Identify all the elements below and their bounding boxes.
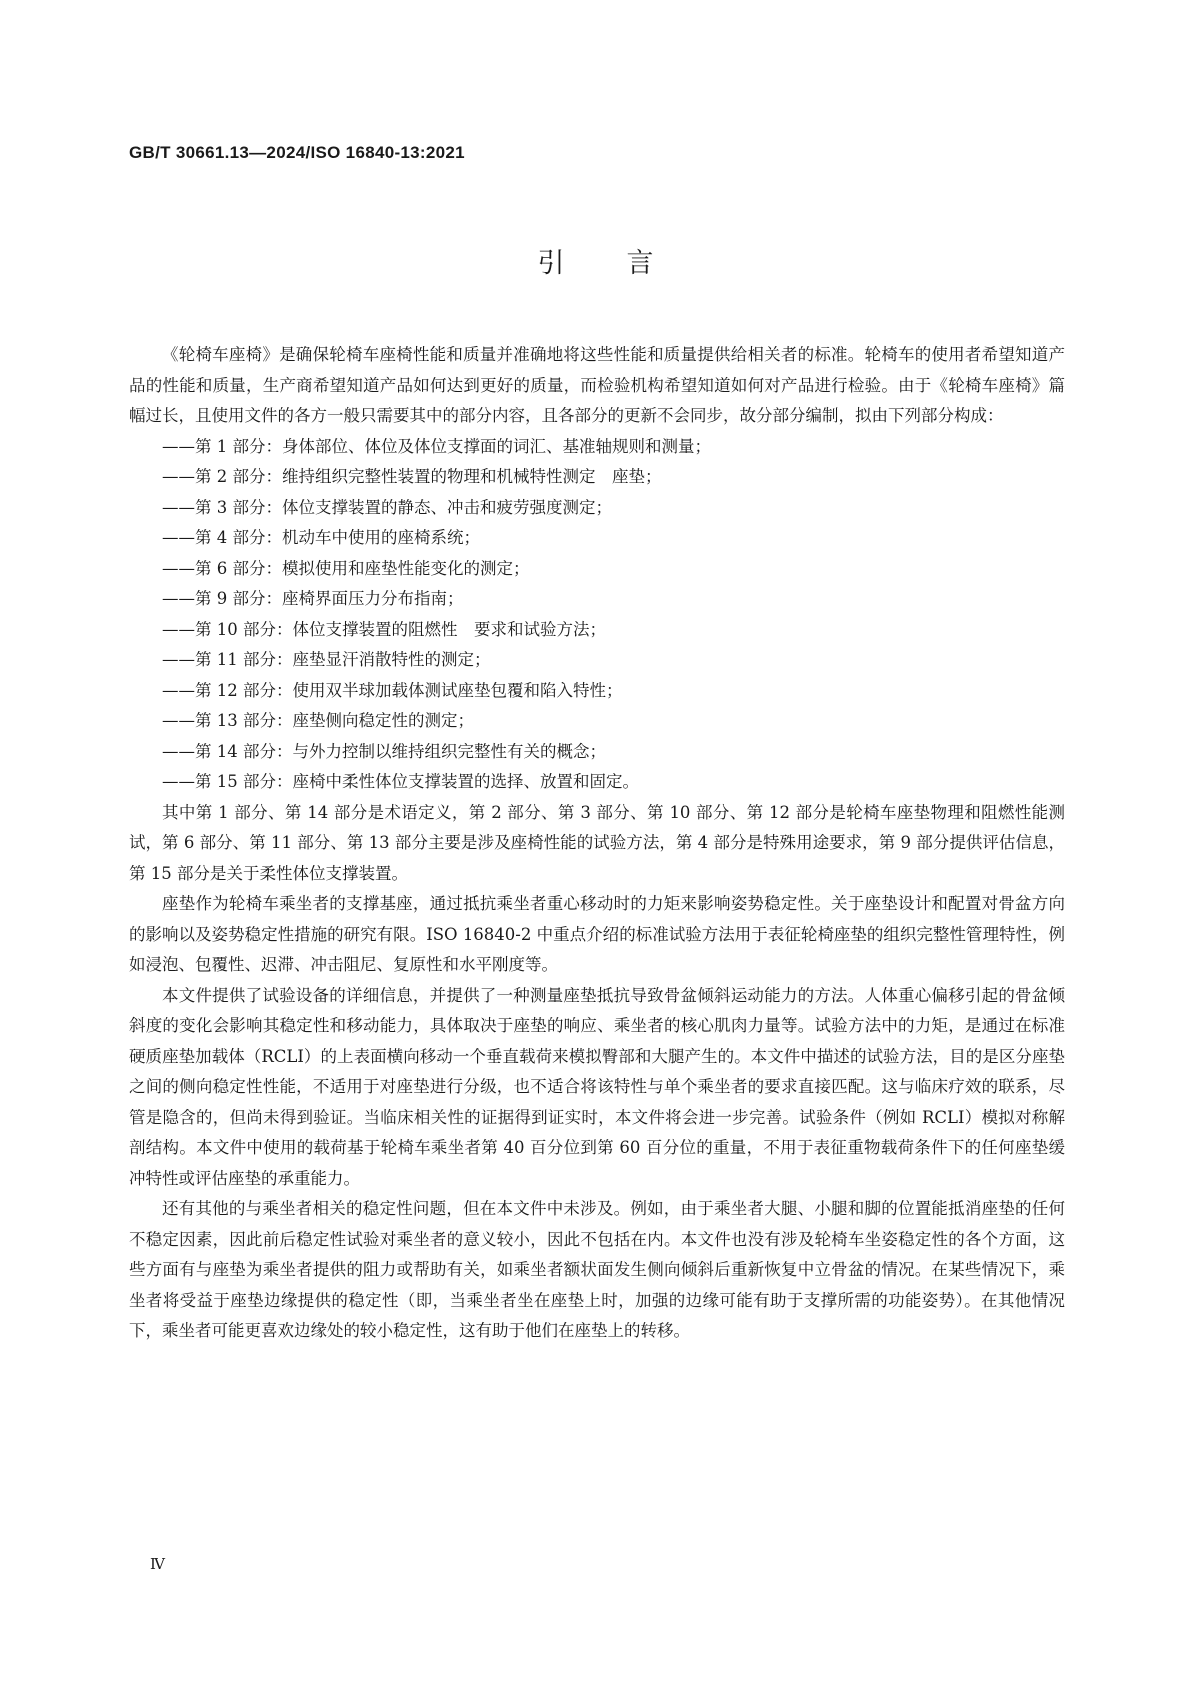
paragraph: 还有其他的与乘坐者相关的稳定性问题，但在本文件中未涉及。例如，由于乘坐者大腿、小腿和脚的位置能抵消座垫的任何不稳定因素，因此前后稳定性试验对乘坐者的意义较小，因此不包括在内。本文件也没有涉及轮椅车坐姿稳定性的各个方面，这些方面有与座垫为乘坐者提供的阻力或帮助有关，如乘坐者额状面发生侧向倾斜后重新恢复中立骨盆的情况。在某些情况下，乘坐者将受益于座垫边缘提供的稳定性（即，当乘坐者坐在座垫上时，加强的边缘可能有助于支撑所需的功能姿势）。在其他情况下，乘坐者可能更喜欢边缘处的较小稳定性，这有助于他们在座垫上的转移。 <box>129 1199 1065 1340</box>
list-item: ——第 3 部分：体位支撑装置的静态、冲击和疲劳强度测定； <box>162 497 612 517</box>
list-item: ——第 4 部分：机动车中使用的座椅系统； <box>162 528 480 547</box>
list-item: ——第 10 部分：体位支撑装置的阻燃性 要求和试验方法； <box>162 619 606 639</box>
paragraph: 《轮椅车座椅》是确保轮椅车座椅性能和质量并准确地将这些性能和质量提供给相关者的标准。轮椅车的使用者希望知道产品的性能和质量，生产商希望知道产品如何达到更好的质量，而检验机构希望知道如何对产品进行检验。由于《轮椅车座椅》篇幅过长，且使用文件的各方一般只需要其中的部分内容，且各部分的更新不会同步，故分部分编制，拟由下列部分构成： <box>129 345 1065 425</box>
list-item: ——第 14 部分：与外力控制以维持组织完整性有关的概念； <box>162 741 606 761</box>
list-item: ——第 15 部分：座椅中柔性体位支撑装置的选择、放置和固定。 <box>162 772 639 791</box>
list-item: ——第 11 部分：座垫显汗消散特性的测定； <box>162 650 491 669</box>
document-code: GB/T 30661.13—2024/ISO 16840-13:2021 <box>129 143 465 162</box>
list-item: ——第 13 部分：座垫侧向稳定性的测定； <box>162 711 474 730</box>
paragraph: 本文件提供了试验设备的详细信息，并提供了一种测量座垫抵抗导致骨盆倾斜运动能力的方法。人体重心偏移引起的骨盆倾斜度的变化会影响其稳定性和移动能力，具体取决于座垫的响应、乘坐者的核心肌肉力量等。试验方法中的力矩，是通过在标准硬质座垫加载体（RCLI）的上表面横向移动一个垂直载荷来模拟臀部和大腿产生的。本文件中描述的试验方法，目的是区分座垫之间的侧向稳定性性能，不适用于对座垫进行分级，也不适合将该特性与单个乘坐者的要求直接匹配。这与临床疗效的联系，尽管是隐含的，但尚未得到验证。当临床相关性的证据得到证实时，本文件将会进一步完善。试验条件（例如 RCLI）模拟对称解剖结构。本文件中使用的载荷基于轮椅车乘坐者第 40 百分位到第 60 百分位的重量，不用于表征重物载荷条件下的任何座垫缓冲特性或评估座垫的承重能力。 <box>129 985 1065 1188</box>
list-item: ——第 12 部分：使用双半球加载体测试座垫包覆和陷入特性； <box>162 680 623 700</box>
list-item: ——第 9 部分：座椅界面压力分布指南； <box>162 589 464 608</box>
list-item: ——第 2 部分：维持组织完整性装置的物理和机械特性测定 座垫； <box>162 467 662 486</box>
list-item: ——第 6 部分：模拟使用和座垫性能变化的测定； <box>162 558 530 578</box>
page-title: 引言 <box>537 248 716 279</box>
page-number: Ⅳ <box>150 1555 165 1573</box>
paragraph: 座垫作为轮椅车乘坐者的支撑基座，通过抵抗乘坐者重心移动时的力矩来影响姿势稳定性。关于座垫设计和配置对骨盆方向的影响以及姿势稳定性措施的研究有限。ISO 16840-2 中重点介绍的标准试验方法用于表征轮椅座垫的组织完整性管理特性，例如浸泡、包覆性、迟滞、冲击阻尼、复原性和水平刚度等。 <box>129 894 1065 974</box>
document-body <box>129 340 1065 1347</box>
paragraph: 其中第 1 部分、第 14 部分是术语定义，第 2 部分、第 3 部分、第 10 部分、第 12 部分是轮椅车座垫物理和阻燃性能测试，第 6 部分、第 11 部分、第 13 部分主要是涉及座椅性能的试验方法，第 4 部分是特殊用途要求，第 9 部分提供评估信息，第 15 部分是关于柔性体位支撑装置。 <box>129 802 1065 883</box>
parts-list <box>129 432 1065 798</box>
list-item: ——第 1 部分：身体部位、体位及体位支撑面的词汇、基准轴规则和测量； <box>162 436 711 456</box>
